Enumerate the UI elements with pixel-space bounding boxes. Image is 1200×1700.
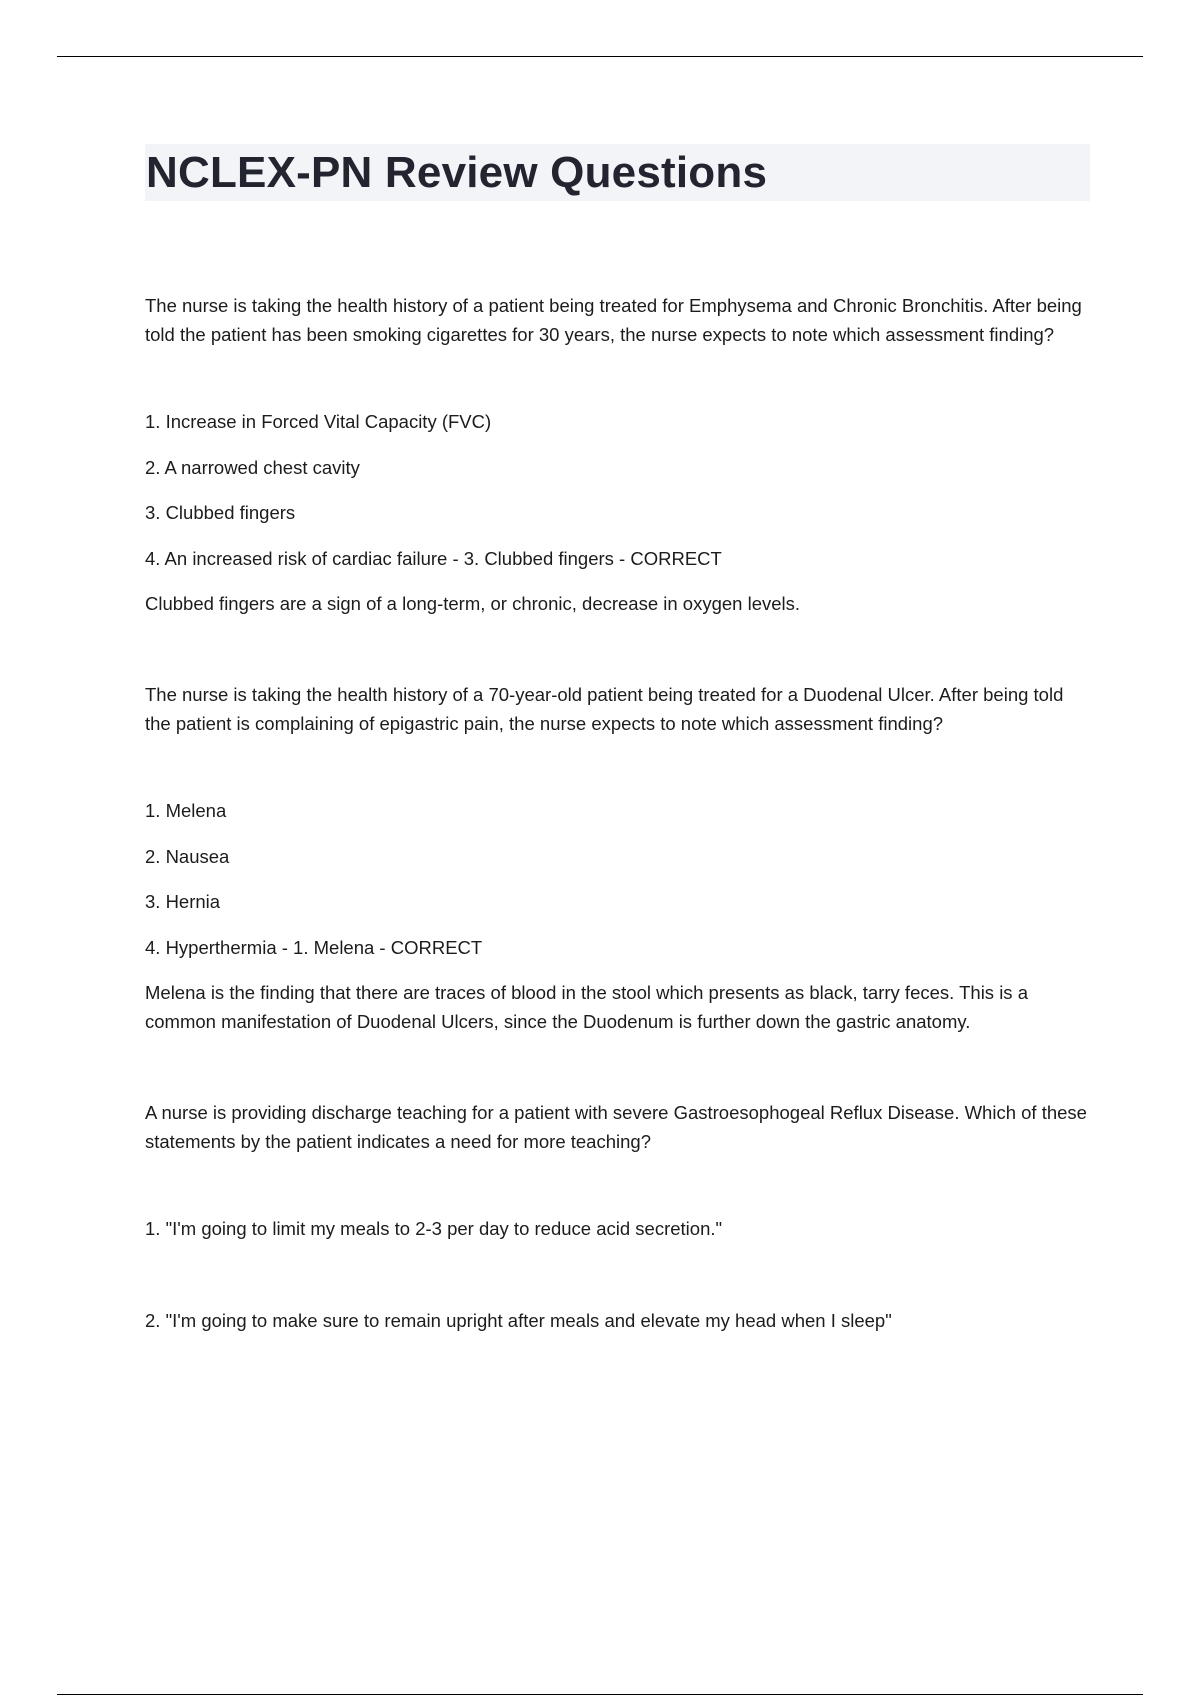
page-title: NCLEX-PN Review Questions: [146, 148, 768, 197]
answer-option-with-key: 4. An increased risk of cardiac failure - 3. Clubbed fingers - CORRECT: [145, 547, 722, 569]
question-2: [145, 680, 1090, 1036]
answer-option: 2. Nausea: [145, 845, 230, 867]
answer-rationale: Clubbed fingers are a sign of a long-term, or chronic, decrease in oxygen levels.: [145, 593, 801, 614]
question-stem: A nurse is providing discharge teaching for a patient with severe Gastroesophogeal Reflux Disease. Which of these statements by the patient indicates a need for more teaching?: [145, 1102, 1087, 1152]
bottom-rule: [57, 1694, 1143, 1695]
answer-option: 1. "I'm going to limit my meals to 2-3 per day to reduce acid secretion.": [145, 1218, 723, 1239]
answer-option-with-key: 4. Hyperthermia - 1. Melena - CORRECT: [145, 936, 483, 958]
answer-option: 1. Melena: [145, 800, 227, 821]
answer-option: 2. "I'm going to make sure to remain upright after meals and elevate my head when I sleep": [145, 1310, 892, 1331]
question-stem: The nurse is taking the health history of a 70-year-old patient being treated for a Duodenal Ulcer. After being told the patient is complaining of epigastric pain, the nurse expects to note which assessment finding?: [145, 684, 1064, 734]
question-3: [145, 1098, 1090, 1335]
answer-option: 3. Clubbed fingers: [145, 502, 296, 523]
document-body: [145, 291, 1090, 1352]
top-rule: [57, 56, 1143, 57]
question-1: [145, 291, 1090, 618]
answer-rationale: Melena is the finding that there are traces of blood in the stool which presents as black, tarry feces. This is a common manifestation of Duodenal Ulcers, since the Duodenum is further down the gastric anatomy.: [145, 982, 1028, 1032]
answer-option: 3. Hernia: [145, 891, 221, 912]
answer-option: 2. A narrowed chest cavity: [145, 456, 360, 478]
answer-option: 1. Increase in Forced Vital Capacity (FVC): [145, 411, 492, 432]
question-stem: The nurse is taking the health history of a patient being treated for Emphysema and Chronic Bronchitis. After being told the patient has been smoking cigarettes for 30 years, the nurse expects to note which assessment finding?: [145, 295, 1082, 345]
